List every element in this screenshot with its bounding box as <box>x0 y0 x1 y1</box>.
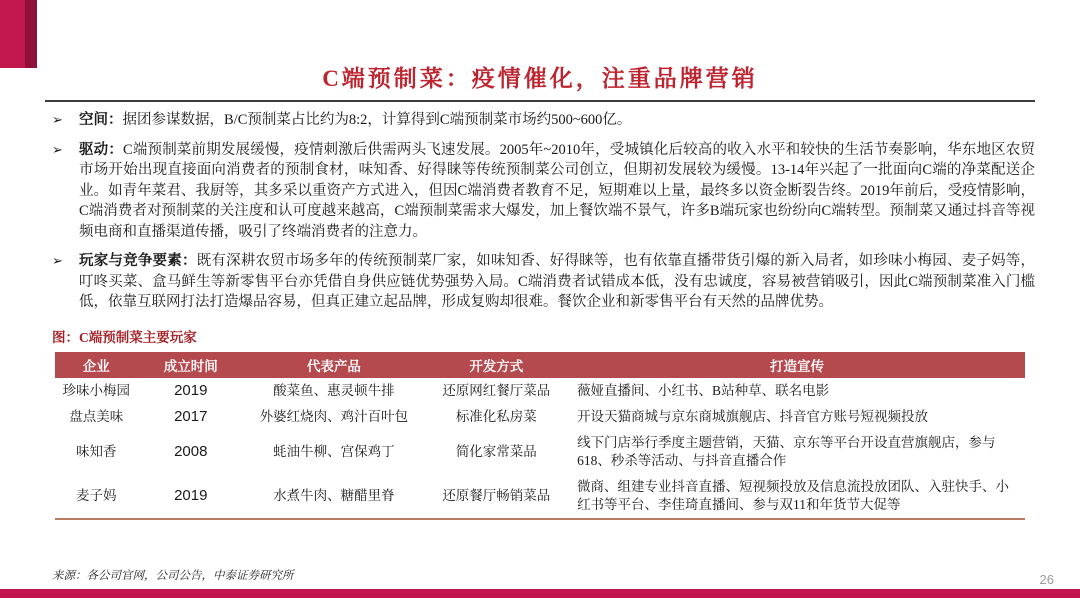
source-note: 来源：各公司官网，公司公告，中泰证券研究所 <box>52 570 294 582</box>
cell-founded: 2019 <box>174 381 208 399</box>
bullet-driver <box>52 140 1035 243</box>
cell-products: 水煮牛肉、糖醋里脊 <box>273 487 395 503</box>
cell-company: 盘点美味 <box>69 408 124 424</box>
cell-products: 外婆红烧肉、鸡汁百叶包 <box>259 408 409 424</box>
page-title: C端预制菜：疫情催化，注重品牌营销 <box>322 66 758 91</box>
arrow-bullet-icon: ➢ <box>52 253 63 268</box>
cell-method: 还原餐厅畅销菜品 <box>442 487 551 503</box>
cell-promotion: 开设天猫商城与京东商城旗舰店、抖音官方账号短视频投放 <box>577 408 929 424</box>
cell-promotion: 微商、组建专业抖音直播、短视频投放及信息流投放团队、入驻快手、小红书等平台、李佳琦直播间、参与双11和年货节大促等 <box>577 478 1010 512</box>
cell-method: 标准化私房菜 <box>455 408 537 424</box>
bullet-space <box>52 110 1035 131</box>
table-row <box>55 404 1025 430</box>
col-header-company: 企业 <box>55 352 137 378</box>
col-header-founded: 成立时间 <box>137 352 244 378</box>
cell-founded: 2008 <box>174 442 208 460</box>
page-number: 26 <box>1039 572 1054 587</box>
bullet-label: 空间： <box>79 112 123 128</box>
bullet-label: 玩家与竞争要素： <box>79 253 197 269</box>
bullet-text: 既有深耕农贸市场多年的传统预制菜厂家，如味知香、好得睐等，也有依靠直播带货引爆的新入局者，如珍味小梅园、麦子妈等，叮咚买菜、盒马鲜生等新零售平台亦凭借自身供应链优势强势入局。C端消费者试错成本低，没有忠诚度，容易被营销吸引，因此C端预制菜准入门槛低，依靠互联网打法打造爆品容易，但真正建立起品牌，形成复购却很难。餐饮企业和新零售平台有天然的品牌优势。 <box>79 253 1035 310</box>
players-table <box>55 352 1025 520</box>
table-row <box>55 430 1025 474</box>
cell-founded: 2017 <box>174 407 208 425</box>
cell-products: 蚝油牛柳、宫保鸡丁 <box>273 443 395 459</box>
body-content <box>52 110 1035 520</box>
cell-founded: 2019 <box>174 486 208 504</box>
cell-company: 味知香 <box>75 443 117 459</box>
cell-promotion: 薇娅直播间、小红书、B站种草、联名电影 <box>577 382 830 398</box>
brand-logo-strip <box>25 0 37 68</box>
col-header-products: 代表产品 <box>244 352 423 378</box>
bullet-label: 驱动： <box>79 141 124 158</box>
arrow-bullet-icon: ➢ <box>52 141 63 157</box>
cell-method: 还原网红餐厅菜品 <box>442 382 551 398</box>
figure-caption: 图：C端预制菜主要玩家 <box>52 329 197 345</box>
table-header-row <box>55 352 1025 378</box>
col-header-promotion: 打造宣传 <box>569 352 1025 378</box>
title-divider <box>45 100 1035 102</box>
bullet-players-competition <box>52 251 1035 313</box>
bullet-text: 据团参谋数据，B/C预制菜占比约为8:2，计算得到C端预制菜市场约500~600亿。 <box>122 112 632 128</box>
arrow-bullet-icon: ➢ <box>52 112 63 127</box>
cell-products: 酸菜鱼、惠灵顿牛排 <box>273 382 395 398</box>
cell-method: 简化家常菜品 <box>455 443 537 459</box>
cell-promotion: 线下门店举行季度主题营销，天猫、京东等平台开设直营旗舰店，参与618、秒杀等活动、与抖音直播合作 <box>577 434 996 468</box>
brand-logo-block <box>0 0 37 68</box>
table-row <box>55 474 1025 519</box>
cell-company: 珍味小梅园 <box>62 382 130 398</box>
cell-company: 麦子妈 <box>75 487 117 503</box>
col-header-method: 开发方式 <box>424 352 570 378</box>
bullet-text: C端预制菜前期发展缓慢，疫情刺激后供需两头飞速发展。2005年~2010年，受城镇化后较高的收入水平和较快的生活节奏影响，华东地区农贸市场开始出现直接面向消费者的预制食材，味知香、好得睐等传统预制菜公司创立，但期初发展较为缓慢。13-14年兴起了一批面向C端的净菜配送企业。如青年菜君、我厨等，其多采以重资产方式进入，但因C端消费者教育不足，短期难以上量，最终多以资金断裂告终。2019年前后，受疫情影响，C端消费者对预制菜的关注度和认可度越来越高，C端预制菜需求大爆发，加上餐饮端不景气，许多B端玩家也纷纷向C端转型。预制菜又通过抖音等视频电商和直播渠道传播，吸引了终端消费者的注意力。 <box>79 141 1036 240</box>
footer-accent-bar <box>0 589 1080 598</box>
table-row <box>55 378 1025 404</box>
